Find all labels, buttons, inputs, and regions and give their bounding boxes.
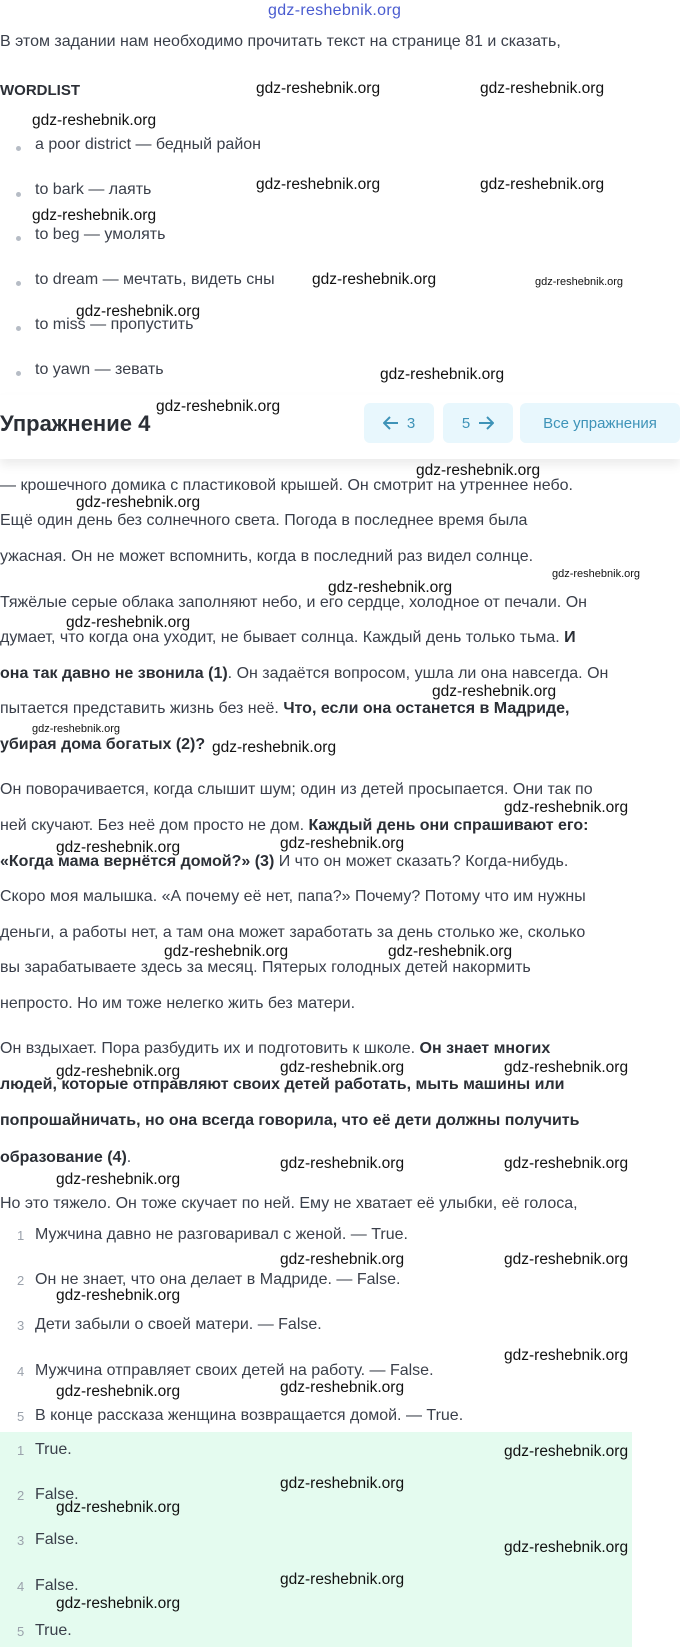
statement-item: Он не знает, что она делает в Мадриде. — False. xyxy=(35,1271,401,1288)
bold-span: Что, если она останется в Мадриде, xyxy=(283,700,570,717)
watermark: gdz-reshebnik.org xyxy=(164,943,289,960)
wordlist-item: to beg — умолять xyxy=(35,226,166,243)
statement-item: Мужчина отправляет своих детей на работу. — False. xyxy=(35,1362,434,1379)
watermark: gdz-reshebnik.org xyxy=(32,207,157,224)
text-line: Ещё один день без солнечного света. Погода в последнее время была xyxy=(0,512,528,529)
watermark: gdz-reshebnik.org xyxy=(280,1571,405,1588)
watermark: gdz-reshebnik.org xyxy=(535,276,624,288)
list-number: 4 xyxy=(17,1364,25,1379)
watermark: gdz-reshebnik.org xyxy=(280,1251,405,1268)
text-line: — крошечного домика с пластиковой крышей. Он смотрит на утреннее небо. xyxy=(0,477,573,494)
text-line xyxy=(0,700,569,718)
statement-item: Мужчина давно не разговаривал с женой. — True. xyxy=(35,1226,408,1243)
statement-item: Дети забыли о своей матери. — False. xyxy=(35,1316,322,1333)
text-span: . xyxy=(126,1149,132,1166)
watermark: gdz-reshebnik.org xyxy=(504,1443,629,1460)
answer-item: True. xyxy=(35,1622,72,1639)
watermark: gdz-reshebnik.org xyxy=(56,1595,181,1612)
watermark: gdz-reshebnik.org xyxy=(280,1475,405,1492)
text-span: ней скучают. Без неё дом просто не дом. xyxy=(0,817,309,834)
bold-span: Он знает многих xyxy=(419,1040,551,1057)
text-line xyxy=(0,665,608,683)
watermark: gdz-reshebnik.org xyxy=(56,1287,181,1304)
list-number: 2 xyxy=(17,1273,25,1288)
bold-span: «Когда мама вернётся домой?» (3) xyxy=(0,853,275,870)
text-span: пытается представить жизнь без неё. xyxy=(0,700,284,717)
bullet-icon xyxy=(16,236,21,241)
wordlist-item: a poor district — бедный район xyxy=(35,136,261,153)
watermark: gdz-reshebnik.org xyxy=(480,80,605,97)
text-span: думает, что когда она уходит, не бывает солнца. Каждый день только тьма. xyxy=(0,629,565,646)
bold-span: Каждый день они спрашивают его: xyxy=(308,817,589,834)
list-number: 4 xyxy=(17,1579,25,1594)
text-line: ужасная. Он не может вспомнить, когда в последний раз видел солнце. xyxy=(0,548,534,565)
watermark: gdz-reshebnik.org xyxy=(56,1499,181,1516)
site-watermark-top: gdz-reshebnik.org xyxy=(268,2,402,19)
watermark: gdz-reshebnik.org xyxy=(312,271,437,288)
text-line: попрошайничать, но она всегда говорила, что её дети должны получить xyxy=(0,1112,580,1129)
watermark: gdz-reshebnik.org xyxy=(56,839,181,856)
exercise-title: Упражнение 4 xyxy=(0,411,151,436)
wordlist-item: to miss — пропустить xyxy=(35,316,194,333)
watermark: gdz-reshebnik.org xyxy=(32,112,157,129)
bullet-icon xyxy=(16,326,21,331)
bullet-icon xyxy=(16,371,21,376)
text-line: Скоро моя малышка. «А почему её нет, папа?» Почему? Потому что им нужны xyxy=(0,888,586,905)
text-line: вы зарабатываете здесь за месяц. Пятерых голодных детей накормить xyxy=(0,959,531,976)
watermark: gdz-reshebnik.org xyxy=(212,739,337,756)
watermark: gdz-reshebnik.org xyxy=(504,1059,629,1076)
watermark: gdz-reshebnik.org xyxy=(504,1155,629,1172)
bullet-icon xyxy=(16,192,21,197)
text-line xyxy=(0,1040,550,1058)
text-line: убирая дома богатых (2)? xyxy=(0,736,206,753)
text-line: непросто. Но им тоже нелегко жить без матери. xyxy=(0,995,356,1012)
text-span: Он вздыхает. Пора разбудить их и подготовить к школе. xyxy=(0,1040,420,1057)
bold-span: она так давно не звонила (1) xyxy=(0,665,228,682)
watermark: gdz-reshebnik.org xyxy=(504,1251,629,1268)
watermark: gdz-reshebnik.org xyxy=(66,614,191,631)
watermark: gdz-reshebnik.org xyxy=(480,176,605,193)
statement-item: В конце рассказа женщина возвращается домой. — True. xyxy=(35,1407,464,1424)
text-span: И что он может сказать? Когда-нибудь. xyxy=(274,853,569,870)
bold-span: И xyxy=(564,629,576,646)
watermark: gdz-reshebnik.org xyxy=(380,366,505,383)
intro-text: В этом задании нам необходимо прочитать текст на странице 81 и сказать, xyxy=(0,33,561,50)
text-line: людей, которые отправляют своих детей работать, мыть машины или xyxy=(0,1076,565,1093)
text-line xyxy=(0,817,588,835)
watermark: gdz-reshebnik.org xyxy=(32,723,121,735)
arrow-right-icon xyxy=(478,416,494,430)
watermark: gdz-reshebnik.org xyxy=(328,579,453,596)
list-number: 1 xyxy=(17,1443,25,1458)
answer-item: False. xyxy=(35,1486,79,1503)
bold-span: образование (4) xyxy=(0,1149,127,1166)
bullet-icon xyxy=(16,281,21,286)
watermark: gdz-reshebnik.org xyxy=(56,1383,181,1400)
watermark: gdz-reshebnik.org xyxy=(504,799,629,816)
watermark: gdz-reshebnik.org xyxy=(156,398,281,415)
list-number: 2 xyxy=(17,1488,25,1503)
next-exercise-button[interactable] xyxy=(443,403,513,443)
prev-exercise-button[interactable] xyxy=(364,403,434,443)
text-span: . Он задаётся вопросом, ушла ли она навсегда. Он xyxy=(227,665,609,682)
text-line: Тяжёлые серые облака заполняют небо, и его сердце, холодное от печали. Он xyxy=(0,594,587,611)
list-number: 5 xyxy=(17,1624,25,1639)
watermark: gdz-reshebnik.org xyxy=(56,1171,181,1188)
wordlist-item: to dream — мечтать, видеть сны xyxy=(35,271,275,288)
list-number: 5 xyxy=(17,1409,25,1424)
list-number: 1 xyxy=(17,1228,25,1243)
watermark: gdz-reshebnik.org xyxy=(388,943,513,960)
watermark: gdz-reshebnik.org xyxy=(256,176,381,193)
prev-exercise-label: 3 xyxy=(406,414,416,432)
wordlist-title: WORDLIST xyxy=(0,82,80,99)
watermark: gdz-reshebnik.org xyxy=(504,1347,629,1364)
text-line: Он поворачивается, когда слышит шум; один из детей просыпается. Они так по xyxy=(0,781,593,798)
watermark: gdz-reshebnik.org xyxy=(280,1059,405,1076)
watermark: gdz-reshebnik.org xyxy=(76,494,201,511)
watermark: gdz-reshebnik.org xyxy=(256,80,381,97)
watermark: gdz-reshebnik.org xyxy=(76,303,201,320)
watermark: gdz-reshebnik.org xyxy=(504,1539,629,1556)
next-exercise-label: 5 xyxy=(461,414,471,432)
list-number: 3 xyxy=(17,1533,25,1548)
wordlist-item: to bark — лаять xyxy=(35,181,152,198)
watermark: gdz-reshebnik.org xyxy=(280,835,405,852)
watermark: gdz-reshebnik.org xyxy=(56,1063,181,1080)
arrow-left-icon xyxy=(383,416,399,430)
watermark: gdz-reshebnik.org xyxy=(416,462,541,479)
list-number: 3 xyxy=(17,1318,25,1333)
watermark: gdz-reshebnik.org xyxy=(432,683,557,700)
watermark: gdz-reshebnik.org xyxy=(280,1379,405,1396)
text-line: Но это тяжело. Он тоже скучает по ней. Ему не хватает её улыбки, её голоса, xyxy=(0,1195,578,1212)
wordlist-item: to yawn — зевать xyxy=(35,361,164,378)
text-line xyxy=(0,1149,131,1167)
watermark: gdz-reshebnik.org xyxy=(280,1155,405,1172)
answer-item: False. xyxy=(35,1577,79,1594)
text-line: деньги, а работы нет, а там она может заработать за день столько же, сколько xyxy=(0,924,586,941)
bullet-icon xyxy=(16,146,21,151)
answer-item: False. xyxy=(35,1531,79,1548)
answer-item: True. xyxy=(35,1441,72,1458)
watermark: gdz-reshebnik.org xyxy=(552,568,641,580)
all-exercises-button[interactable]: Все упражнения xyxy=(520,403,680,443)
